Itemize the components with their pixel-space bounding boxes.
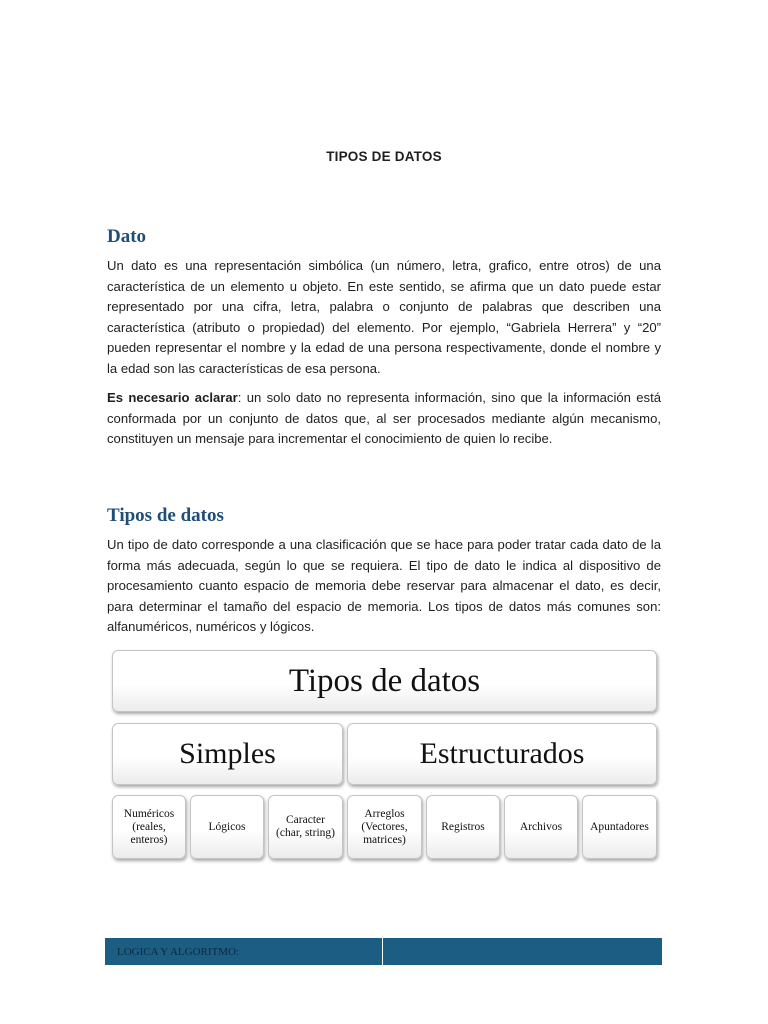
diagram-registros-box: Registros — [426, 795, 500, 859]
heading-tipos-de-datos: Tipos de datos — [107, 505, 224, 526]
paragraph-dato-definition: Un dato es una representación simbólica (un número, letra, grafico, entre otros) de una característica de un elemento u objeto. En este sentido, se afirma que un dato puede estar representado por una cifra, letra, palabra o conjunto de palabras que describen una característica (atributo o propiedad) del elemento. Por ejemplo, “Gabriela Herrera” y “20” pueden representar el nombre y la edad de una persona respectivamente, donde el nombre y la edad son las características de esa persona. — [107, 258, 661, 376]
diagram-apuntadores-box: Apuntadores — [582, 795, 657, 859]
diagram-root-box: Tipos de datos — [112, 650, 657, 712]
paragraph-dato-note — [107, 388, 661, 450]
diagram-arreglos-box: Arreglos (Vectores, matrices) — [347, 795, 422, 859]
footer-course-label: LOGICA Y ALGORITMO: — [105, 938, 383, 965]
diagram-caracter-box: Caracter (char, string) — [268, 795, 343, 859]
diagram-numericos-box: Numéricos (reales, enteros) — [112, 795, 186, 859]
diagram-logicos-box: Lógicos — [190, 795, 264, 859]
paragraph-tipos-definition: Un tipo de dato corresponde a una clasificación que se hace para poder tratar cada dato de la forma más adecuada, según lo que se requiera. El tipo de dato le indica al dispositivo de procesamiento cuanto espacio de memoria debe reservar para almacenar el dato, es decir, para determinar el tamaño del espacio de memoria. Los tipos de datos más comunes son: alfanuméricos, numéricos y lógicos. — [107, 537, 661, 634]
note-bold-lead: Es necesario aclarar — [107, 390, 238, 405]
diagram-structured-box: Estructurados — [347, 723, 657, 785]
document-title: TIPOS DE DATOS — [326, 149, 442, 164]
note-text: : un solo dato no representa información, sino que la información está conformada por un conjunto de datos que, al ser procesados mediante algún mecanismo, constituyen un mensaje para incrementar el conocimiento de quien lo recibe. — [107, 390, 661, 446]
heading-dato: Dato — [107, 226, 147, 247]
page-footer — [105, 938, 662, 965]
diagram-simple-box: Simples — [112, 723, 343, 785]
footer-right-cell — [383, 938, 662, 965]
diagram-archivos-box: Archivos — [504, 795, 578, 859]
